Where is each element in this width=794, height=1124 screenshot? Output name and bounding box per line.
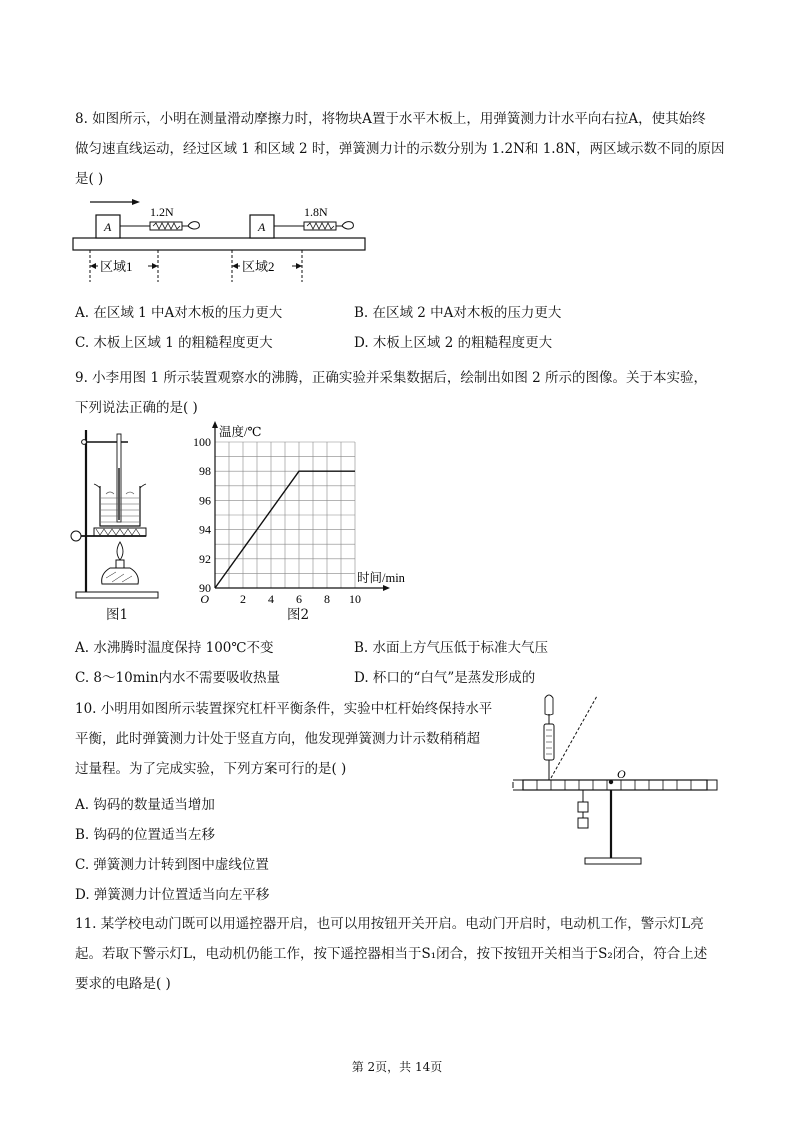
q10-stem-line1: 10. 小明用如图所示装置探究杠杆平衡条件，实验中杠杆始终保持水平 [75, 701, 493, 717]
x-tick-label: 2 [240, 592, 246, 606]
q10-stem-line2: 平衡，此时弹簧测力计处于竖直方向，他发现弹簧测力计示数稍稍超 [75, 731, 480, 747]
fig2-label: 图2 [287, 607, 310, 623]
flame-icon [117, 542, 123, 560]
lever-figure [505, 692, 720, 878]
hook-weight-2 [578, 818, 588, 828]
hand-icon [545, 695, 553, 715]
hook-weight-1 [578, 802, 588, 812]
lever-bar [523, 780, 707, 790]
q8-option-c[interactable]: C. 木板上区域 1 的粗糙程度更大 [75, 335, 273, 351]
q9-option-b[interactable]: B. 水面上方气压低于标准大气压 [354, 640, 549, 656]
x-tick-label: 4 [268, 592, 274, 606]
q9-option-d[interactable]: D. 杯口的“白气”是蒸发形成的 [354, 670, 536, 686]
y-tick-label: 100 [193, 435, 211, 449]
x-tick-label: 6 [296, 592, 302, 606]
clamp-knob [71, 531, 81, 541]
x-tick-label: 10 [349, 592, 361, 606]
q10-option-d[interactable]: D. 弹簧测力计位置适当向左平移 [75, 887, 270, 903]
origin-label: O [200, 592, 209, 606]
zone-1-label: 区域1 [100, 259, 133, 274]
q9-stem-line1: 9. 小李用图 1 所示装置观察水的沸腾，正确实验并采集数据后，绘制出如图 2 所示的图像。关于本实验， [75, 370, 708, 386]
y-tick-label: 92 [199, 551, 211, 566]
pivot-o-label: O [617, 767, 626, 781]
q8-stem-line1: 8. 如图所示，小明在测量滑动摩擦力时，将物块A置于水平木板上，用弹簧测力计水平向右拉A，使其始终 [75, 111, 706, 127]
zone-2-label: 区域2 [242, 259, 275, 274]
block-a-1-label: A [104, 220, 112, 234]
q11-stem-line2: 起。若取下警示灯L，电动机仍能工作，按下遥控器相当于S₁闭合，按下按钮开关相当于S₂闭合，符合上述 [75, 946, 708, 962]
pivot-o [609, 780, 613, 784]
y-tick-label: 90 [199, 581, 211, 595]
q8-option-a[interactable]: A. 在区域 1 中A对木板的压力更大 [75, 305, 283, 321]
reading-2: 1.8N [304, 205, 328, 219]
y-axis-arrow [212, 421, 218, 428]
q10-option-c[interactable]: C. 弹簧测力计转到图中虚线位置 [75, 857, 269, 873]
y-tick-label: 96 [199, 493, 211, 508]
fig1-label: 图1 [106, 607, 129, 623]
q10-option-b[interactable]: B. 钩码的位置适当左移 [75, 827, 216, 843]
q8-stem-line2: 做匀速直线运动，经过区域 1 和区域 2 时，弹簧测力计的示数分别为 1.2N和 1.8N，两区域示数不同的原因 [75, 141, 725, 157]
temperature-time-chart [188, 420, 428, 610]
q9-option-a[interactable]: A. 水沸腾时温度保持 100℃不变 [75, 640, 274, 656]
q8-option-d[interactable]: D. 木板上区域 2 的粗糙程度更大 [354, 335, 553, 351]
q9-option-c[interactable]: C. 8～10min内水不需要吸收热量 [75, 670, 281, 686]
reading-1: 1.2N [150, 205, 174, 219]
wooden-board [73, 238, 365, 250]
q9-stem-line2: 下列说法正确的是( ) [75, 400, 198, 416]
hand-icon-2 [336, 222, 353, 229]
alcohol-burner [102, 568, 139, 584]
q8-stem-line3: 是( ) [75, 171, 104, 187]
y-tick-label: 94 [199, 522, 211, 537]
y-axis-label: 温度/℃ [219, 425, 262, 439]
q8-option-b[interactable]: B. 在区域 2 中A对木板的压力更大 [354, 305, 562, 321]
x-axis-label: 时间/min [357, 571, 405, 585]
q11-stem-line3: 要求的电路是( ) [75, 976, 171, 992]
page-footer: 第 2页，共 14页 [351, 1060, 443, 1074]
hand-icon-1 [182, 222, 199, 229]
boiling-apparatus-figure [70, 428, 170, 623]
q8-friction-figure [70, 196, 370, 282]
dashed-force-line [551, 696, 597, 778]
x-tick-label: 8 [324, 592, 330, 606]
block-a-2-label: A [258, 220, 266, 234]
stand-base [585, 858, 641, 864]
q11-stem-line1: 11. 某学校电动门既可以用遥控器开启，也可以用按钮开关开启。电动门开启时，电动机工作，警示灯L亮 [75, 916, 704, 932]
x-axis-arrow [383, 585, 390, 591]
q10-option-a[interactable]: A. 钩码的数量适当增加 [75, 797, 215, 813]
y-tick-label: 98 [199, 464, 211, 479]
q10-stem-line3: 过量程。为了完成实验，下列方案可行的是( ) [75, 761, 347, 777]
